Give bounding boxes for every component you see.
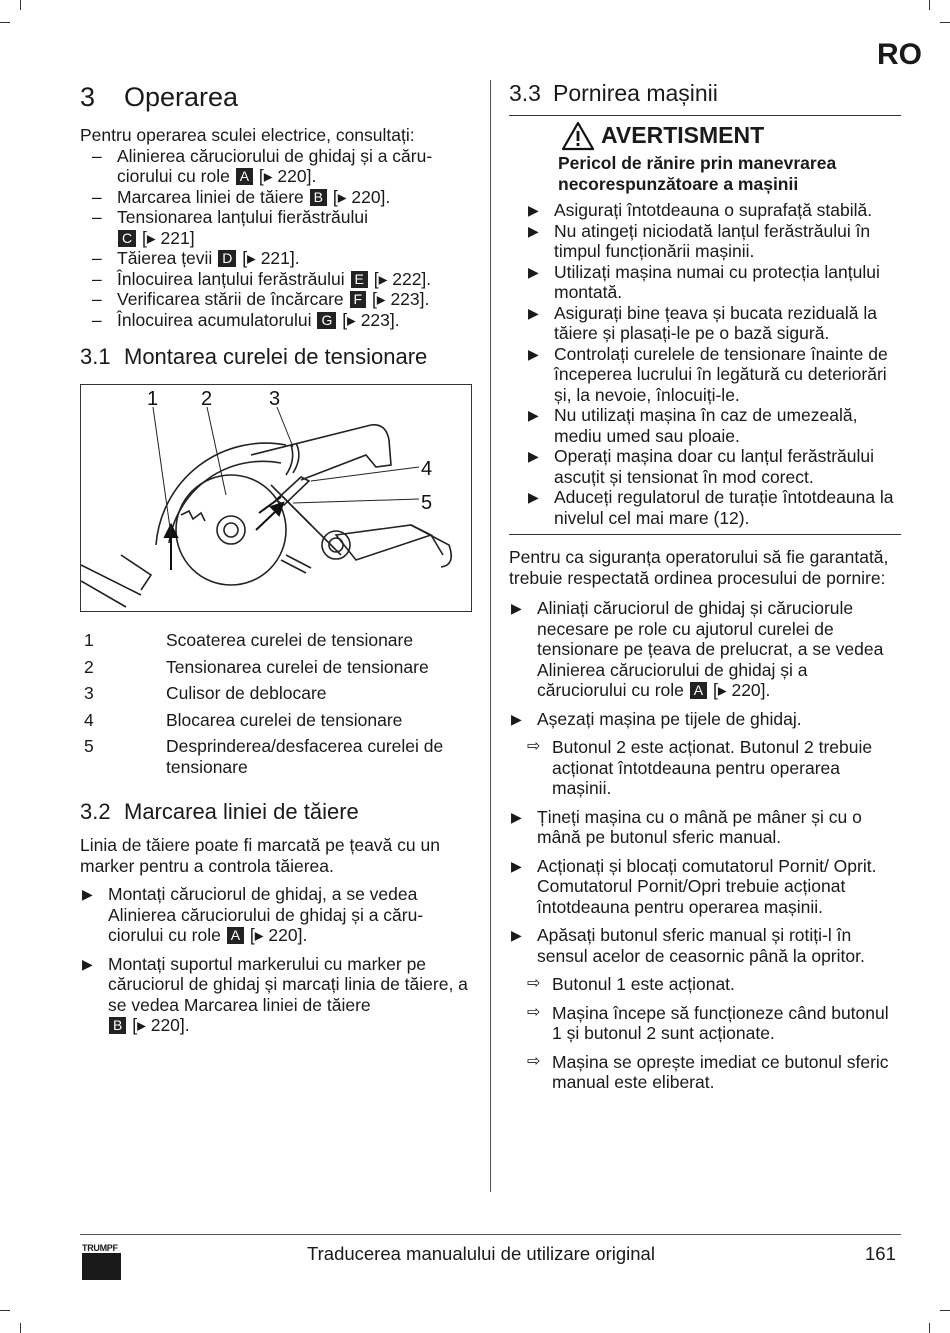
ref-badge: C [118, 230, 136, 247]
result-text: Butonul 1 este acționat. [552, 974, 735, 994]
warning-list [509, 200, 901, 528]
step-arrow-icon: ▶ [528, 222, 539, 239]
warning-item [526, 221, 901, 262]
page-ref-link[interactable]: [▸ 222]. [368, 268, 432, 289]
step-item [509, 709, 901, 730]
legend-text: Scoaterea curelei de tensionare [166, 630, 414, 650]
warning-item-text: Nu atingeți niciodată lanțul ferăstrăului în timpul funcționării mașinii. [554, 220, 871, 261]
list-item[interactable] [80, 289, 472, 310]
logo-block [82, 1253, 121, 1280]
crop-mark [20, 0, 21, 10]
logo-text: TRUMPF [82, 1243, 118, 1253]
ref-badge: A [236, 168, 253, 185]
list-item-text: Marcarea liniei de tăiere [117, 186, 304, 207]
legend-number: 3 [84, 683, 94, 703]
step-arrow-icon: ▶ [511, 927, 522, 943]
step-item [509, 925, 901, 966]
right-column [509, 78, 901, 1101]
warning-item [526, 262, 901, 303]
ref-badge: E [351, 271, 368, 288]
list-item[interactable] [80, 310, 472, 331]
step-arrow-icon: ▶ [511, 808, 522, 825]
footer-rule [80, 1234, 901, 1235]
result-arrow-icon: ⇨ [527, 975, 541, 992]
page-number: 161 [865, 1243, 896, 1264]
list-item-text: Înlocuirea lanțului ferăstrăului [117, 268, 345, 289]
result-text: Mașina se oprește imediat ce butonul sferic manual este eliberat. [552, 1051, 889, 1092]
step-item [80, 954, 472, 1036]
step-text: Așezați mașina pe tijele de ghidaj. [537, 708, 802, 729]
list-item[interactable] [80, 269, 472, 290]
warning-item-text: Operați mașina doar cu lanțul ferăstrăului ascuțit și tensionat în mod corect. [554, 446, 875, 487]
step-item [509, 598, 901, 701]
warning-item [526, 446, 901, 487]
list-item-text: Verificarea stării de încărcare [117, 289, 344, 309]
result-text: Butonul 2 este acționat. Butonul 2 trebuie acționat întotdeauna pentru operarea mașinii. [552, 737, 873, 798]
legend-text: Desprinderea/desfacerea curelei de tensionare [166, 736, 444, 777]
figure-callout-5: 5 [421, 492, 433, 514]
result-arrow-icon: ⇨ [527, 738, 541, 755]
warning-bottom-rule [509, 534, 901, 535]
ref-badge: A [690, 682, 707, 699]
step-arrow-icon: ▶ [528, 407, 539, 423]
crop-mark [20, 1323, 21, 1333]
warning-item-text: Asigurați întotdeauna o suprafață stabilă. [554, 200, 873, 220]
left-column [80, 78, 472, 1044]
step-arrow-icon: ▶ [528, 345, 539, 362]
warning-item [526, 200, 901, 221]
section-3-3-heading [509, 80, 901, 107]
list-item-text: Tăierea țevii [117, 248, 213, 268]
list-item[interactable] [80, 207, 472, 248]
list-item[interactable] [80, 187, 472, 208]
figure-callout-3: 3 [269, 388, 281, 410]
result-arrow-icon: ⇨ [527, 1003, 541, 1021]
crop-mark [929, 1323, 930, 1333]
warning-title [509, 122, 901, 149]
legend-row [80, 630, 472, 657]
crop-mark [929, 0, 930, 10]
section-number: 3.3 [509, 80, 541, 106]
legend-number: 4 [84, 709, 94, 730]
step-arrow-icon: ▶ [82, 886, 93, 902]
step-item [509, 856, 901, 918]
legend-number: 5 [84, 736, 94, 756]
ref-badge: B [109, 1017, 126, 1034]
step-arrow-icon: ▶ [511, 710, 522, 727]
step-text: Acționați și blocați comutatorul Pornit/ Oprit. Comutatorul Pornit/Opri trebuie acționat întotdeauna pentru operarea mașinii. [537, 855, 877, 917]
warning-item-text: Utilizați mașina numai cu protecția lanțului montată. [554, 261, 880, 302]
section-number: 3 [80, 82, 96, 112]
result-arrow-icon: ⇨ [527, 1052, 541, 1070]
step-arrow-icon: ▶ [82, 955, 93, 972]
warning-item [526, 344, 901, 406]
crop-mark [0, 1310, 10, 1311]
list-item-text: Înlocuirea acumulatorului [117, 309, 312, 330]
page-ref-link[interactable]: [▸ 223]. [367, 289, 430, 309]
step-arrow-icon: ▶ [511, 857, 522, 874]
page-ref-link[interactable]: [▸ 220]. [127, 1015, 190, 1035]
list-item[interactable] [80, 248, 472, 269]
tension-belt-illustration [81, 385, 471, 611]
intro-text: Pentru operarea sculei electrice, consultați: [80, 125, 415, 145]
step-arrow-icon: ▶ [528, 304, 539, 321]
startup-steps-list [509, 807, 901, 967]
warning-item-text: Nu utilizați mașina în caz de umezeală, mediu umed sau ploaie. [554, 405, 858, 446]
language-tag: RO [877, 38, 922, 71]
result-item [509, 974, 901, 995]
crop-mark [940, 1310, 950, 1311]
step-arrow-icon: ▶ [528, 263, 539, 280]
page-ref-link[interactable]: [▸ 220]. [708, 680, 771, 700]
crop-mark [940, 22, 950, 23]
result-text: Mașina începe să funcționeze când butonul 1 și butonul 2 sunt acționate. [552, 1002, 889, 1043]
legend-text: Tensionarea curelei de tensionare [166, 656, 429, 677]
step-text: Montați căruciorul de ghidaj, a se vedea Alinierea căruciorului de ghidaj și a căruciorului cu role [108, 884, 424, 945]
step-text: Apăsați butonul sferic manual și rotiți-l în sensul acelor de ceasornic până la opritor. [537, 925, 865, 966]
page-ref-link[interactable]: [▸ 220]. [327, 186, 391, 207]
legend-row [80, 710, 472, 737]
warning-top-rule [509, 115, 901, 116]
section-3-1-heading [80, 344, 472, 370]
result-item [509, 737, 901, 799]
section-number: 3.1 [80, 344, 111, 369]
warning-item [526, 405, 901, 446]
figure-callout-1: 1 [147, 388, 159, 410]
result-item [509, 1052, 901, 1093]
legend-row [80, 683, 472, 710]
figure-callout-2: 2 [201, 388, 213, 410]
section-title: Montarea curelei de tensionare [124, 344, 428, 369]
crop-mark [0, 22, 10, 23]
ref-badge: B [310, 189, 327, 206]
tension-belt-figure [80, 384, 472, 612]
page-ref-link[interactable]: [▸ 221] [137, 227, 195, 248]
figure-legend [80, 630, 472, 783]
list-item-text: Alinierea căruciorului de ghidaj și a căruciorului cu role [117, 145, 433, 186]
step-text: Montați suportul markerului cu marker pe căruciorul de ghidaj și marcați linia de tăiere, a se vedea Marcarea liniei de tăiere [108, 953, 468, 1015]
startup-intro: Pentru ca siguranța operatorului să fie garantată, trebuie respectată ordinea procesului de pornire: [509, 547, 889, 588]
warning-item [526, 303, 901, 344]
step-arrow-icon: ▶ [511, 600, 522, 616]
section-title: Marcarea liniei de tăiere [124, 799, 359, 824]
step-item [509, 807, 901, 848]
ref-badge: F [350, 291, 367, 308]
section-3-2-intro: Linia de tăiere poate fi marcată pe țeavă cu un marker pentru a controla tăierea. [80, 835, 440, 876]
operation-links-list [80, 146, 472, 331]
legend-text: Blocarea curelei de tensionare [166, 709, 403, 730]
step-text: Aliniați căruciorul de ghidaj și căruciorule necesare pe role cu ajutorul curelei de tensionare pe țeava de prelucrat, a se vedea Alinierea căruciorului de ghidaj și a căruciorului cu role [537, 598, 884, 700]
list-item[interactable] [80, 146, 472, 187]
ref-badge: D [218, 250, 236, 267]
step-item [80, 884, 472, 946]
list-item-text: Tensionarea lanțului fierăstrăului [117, 207, 368, 227]
section-title: Pornirea mașinii [553, 80, 718, 106]
warning-item-text: Asigurați bine țeava și bucata reziduală la tăiere și plasați-le pe o bază sigură. [554, 302, 877, 343]
section-3-2-heading [80, 799, 472, 825]
page-ref-link[interactable]: [▸ 223]. [337, 309, 400, 330]
warning-item-text: Aduceți regulatorul de turație întotdeauna la nivelul cel mai mare (12). [554, 487, 894, 528]
step-arrow-icon: ▶ [528, 489, 539, 505]
footer-text: Traducerea manualului de utilizare original [307, 1243, 655, 1264]
legend-number: 1 [84, 630, 94, 650]
section-number: 3.2 [80, 799, 111, 824]
ref-badge: A [227, 927, 244, 944]
warning-item-text: Controlați curelele de tensionare înainte de începerea lucrului în legătură cu deteriorări și, la nevoie, înlocuiți-le. [554, 343, 888, 405]
legend-number: 2 [84, 656, 94, 677]
page-ref-link[interactable]: [▸ 220]. [254, 166, 317, 186]
legend-row [80, 657, 472, 684]
section-3-heading [80, 82, 472, 113]
page-ref-link[interactable]: [▸ 221]. [237, 248, 300, 268]
ref-badge: G [317, 312, 336, 329]
legend-row [80, 736, 472, 783]
result-item [509, 1003, 901, 1044]
warning-triangle-icon [561, 121, 595, 157]
warning-box [509, 122, 901, 528]
warning-title-text: AVERTISMENT [601, 122, 765, 148]
legend-text: Culisor de deblocare [166, 683, 327, 703]
figure-callout-4: 4 [421, 458, 433, 480]
trumpf-logo [82, 1243, 121, 1281]
step-arrow-icon: ▶ [528, 202, 539, 218]
page-ref-link[interactable]: [▸ 220]. [245, 925, 308, 945]
section-title: Operarea [124, 82, 239, 112]
step-arrow-icon: ▶ [528, 448, 539, 464]
warning-item [526, 487, 901, 528]
startup-steps-list [509, 598, 901, 729]
warning-subtitle: Pericol de rănire prin manevrarea necorespunzătoare a mașinii [558, 153, 837, 194]
column-divider [490, 80, 491, 1192]
marking-steps-list [80, 884, 472, 1036]
step-text: Țineți mașina cu o mână pe mâner și cu o mână pe butonul sferic manual. [537, 806, 862, 847]
